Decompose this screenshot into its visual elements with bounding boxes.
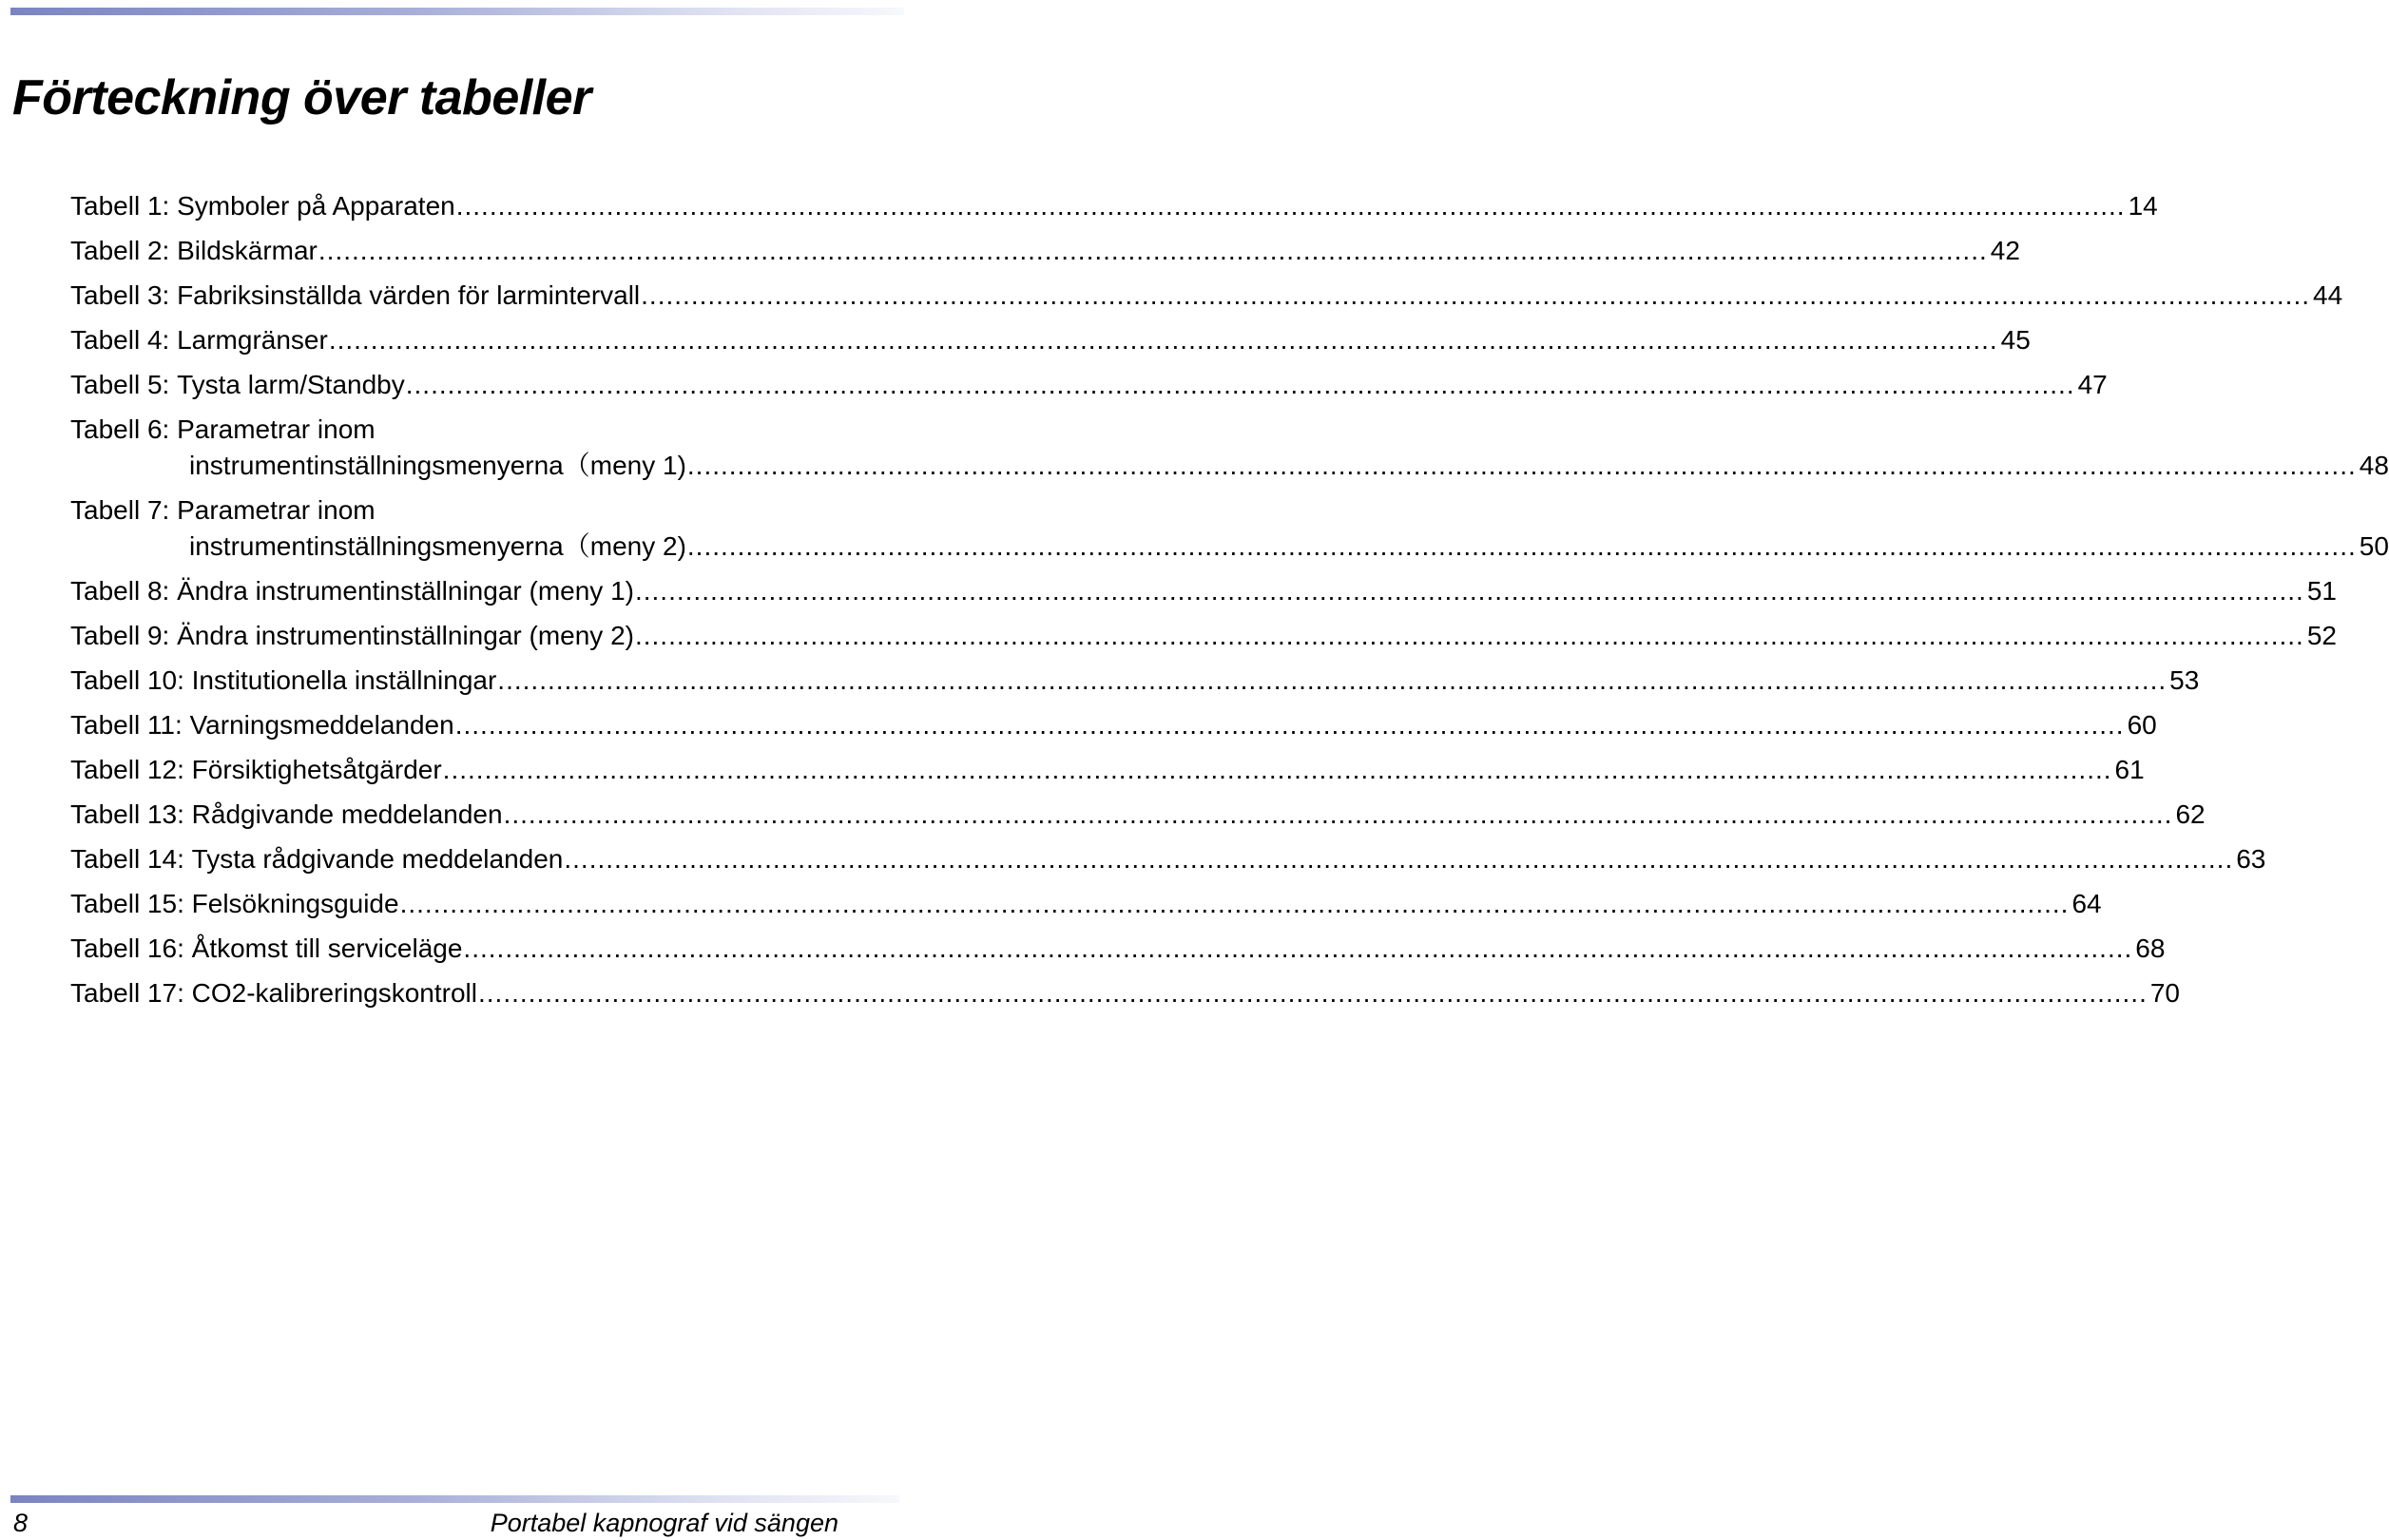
toc-dot-leader: ........................................................................................................................................................................................................: [686, 531, 2357, 561]
toc-entry-page: 53: [2169, 665, 2200, 695]
toc-entry-line: [70, 187, 2158, 225]
toc-entry-number: Tabell 6:: [70, 414, 170, 444]
toc-entry-line: [70, 617, 2337, 655]
toc-entry-title: Felsökningsguide: [191, 889, 399, 918]
toc-entry-number: Tabell 8:: [70, 576, 170, 606]
toc-entry-page: 44: [2313, 280, 2343, 310]
toc-entry-line: [70, 277, 2343, 315]
toc-entry-line: [70, 706, 2157, 744]
toc-entry-title: Tysta larm/Standby: [177, 370, 405, 399]
footer-page-number: 8: [13, 1509, 29, 1537]
footer-document-title: Portabel kapnograf vid sängen: [490, 1509, 838, 1537]
toc-entry-title: Parametrar inom: [177, 495, 376, 525]
toc-entry-page: 42: [1990, 236, 2020, 265]
toc-entry-number: Tabell 16:: [70, 934, 184, 963]
toc-entry-line: [70, 572, 2337, 610]
toc-entry-number: Tabell 12:: [70, 755, 184, 784]
toc-entry-line: [70, 491, 840, 528]
toc-dot-leader: ........................................................................................................................................................................................................: [455, 191, 2126, 221]
toc-dot-leader: ........................................................................................................................................................................................................: [405, 370, 2075, 399]
toc-entry-line: [70, 528, 2389, 566]
toc-dot-leader: ........................................................................................................................................................................................................: [399, 889, 2070, 918]
toc-entry-line: [70, 232, 2020, 270]
toc-entry-page: 50: [2359, 531, 2389, 561]
toc-entry-number: Tabell 7:: [70, 495, 170, 525]
toc-entry[interactable]: [70, 232, 2020, 270]
toc-entry-page: 62: [2175, 799, 2206, 829]
toc-entry-title: Fabriksinställda värden för larmintervall: [177, 280, 641, 310]
toc-entry-number: Tabell 13:: [70, 799, 184, 829]
toc-entry-page: 47: [2077, 370, 2108, 399]
toc-entry[interactable]: [70, 617, 2337, 655]
toc-entry-line: [70, 840, 2266, 878]
toc-entry-page: 45: [2000, 325, 2031, 355]
toc-entry-number: Tabell 9:: [70, 621, 170, 650]
toc-entry[interactable]: [70, 930, 2166, 968]
toc-dot-leader: ........................................................................................................................................................................................................: [478, 978, 2148, 1008]
footer-rule: [10, 1495, 899, 1503]
toc-entry[interactable]: [70, 321, 2031, 359]
toc-entry[interactable]: [70, 366, 2108, 404]
toc-entry-line: [70, 885, 2102, 923]
toc-entry-number: Tabell 15:: [70, 889, 184, 918]
toc-entry-title-continuation: instrumentinställningsmenyerna（meny 1): [189, 451, 686, 480]
toc-entry-number: Tabell 3:: [70, 280, 170, 310]
toc-entry-line: [70, 411, 840, 447]
toc-entry[interactable]: [70, 662, 2200, 700]
toc-entry-page: 68: [2135, 934, 2166, 963]
toc-entry-page: 61: [2114, 755, 2145, 784]
toc-entry-line: [70, 974, 2181, 1012]
toc-entry[interactable]: [70, 277, 2343, 315]
toc-dot-leader: ........................................................................................................................................................................................................: [497, 665, 2167, 695]
toc-entry[interactable]: [70, 840, 2266, 878]
toc-entry-title: Bildskärmar: [177, 236, 318, 265]
toc-entry-title: Parametrar inom: [177, 414, 376, 444]
toc-entry-page: 48: [2359, 451, 2389, 480]
toc-entry-line: [70, 751, 2145, 789]
toc-entry-line: [70, 930, 2166, 968]
toc-entry[interactable]: [70, 187, 2158, 225]
toc-entry-line: [70, 662, 2200, 700]
header-rule: [10, 8, 904, 15]
toc-dot-leader: ........................................................................................................................................................................................................: [641, 280, 2311, 310]
toc-entry-title: Institutionella inställningar: [191, 665, 497, 695]
toc-entry-title-continuation: instrumentinställningsmenyerna（meny 2): [189, 531, 686, 561]
toc-entry-number: Tabell 5:: [70, 370, 170, 399]
page-title: Förteckning över tabeller: [12, 70, 591, 125]
toc-dot-leader: ........................................................................................................................................................................................................: [634, 576, 2304, 606]
toc-entry[interactable]: [70, 751, 2145, 789]
toc-entry-number: Tabell 11:: [70, 710, 183, 740]
toc-dot-leader: ........................................................................................................................................................................................................: [442, 755, 2112, 784]
toc-entry-title: Ändra instrumentinställningar (meny 1): [177, 576, 634, 606]
toc-entry[interactable]: [70, 796, 2206, 834]
toc-entry-number: Tabell 2:: [70, 236, 170, 265]
toc-entry-page: 63: [2236, 844, 2266, 874]
toc-entry-title: Symboler på Apparaten: [177, 191, 455, 221]
toc-entry-title: Rådgivande meddelanden: [191, 799, 503, 829]
toc-entry-page: 52: [2306, 621, 2337, 650]
toc-dot-leader: ........................................................................................................................................................................................................: [463, 934, 2133, 963]
toc-entry-title: CO2-kalibreringskontroll: [191, 978, 477, 1008]
toc-entry[interactable]: [70, 885, 2102, 923]
toc-dot-leader: ........................................................................................................................................................................................................: [564, 844, 2234, 874]
toc-entry-page: 64: [2071, 889, 2102, 918]
toc-entry[interactable]: [70, 491, 2389, 566]
toc-dot-leader: ........................................................................................................................................................................................................: [634, 621, 2304, 650]
toc-entry-number: Tabell 4:: [70, 325, 170, 355]
toc-dot-leader: ........................................................................................................................................................................................................: [328, 325, 1998, 355]
toc-entry-title: Tysta rådgivande meddelanden: [191, 844, 564, 874]
toc-dot-leader: ........................................................................................................................................................................................................: [686, 451, 2357, 480]
toc-entry[interactable]: [70, 974, 2181, 1012]
toc-entry-page: 14: [2128, 191, 2158, 221]
toc-entry-line: [70, 366, 2108, 404]
toc-entry-line: [70, 447, 2389, 485]
table-of-tables: [70, 187, 2389, 1019]
toc-entry-number: Tabell 10:: [70, 665, 184, 695]
toc-entry-title: Larmgränser: [177, 325, 328, 355]
toc-dot-leader: ........................................................................................................................................................................................................: [318, 236, 1988, 265]
toc-entry-page: 70: [2149, 978, 2181, 1008]
toc-entry[interactable]: [70, 411, 2389, 485]
toc-entry-title: Åtkomst till serviceläge: [191, 934, 463, 963]
toc-entry-line: [70, 796, 2206, 834]
toc-entry[interactable]: [70, 706, 2157, 744]
toc-entry-number: Tabell 14:: [70, 844, 184, 874]
toc-entry-title: Varningsmeddelanden: [189, 710, 454, 740]
toc-entry-number: Tabell 17:: [70, 978, 184, 1008]
toc-entry-page: 51: [2306, 576, 2337, 606]
toc-dot-leader: ........................................................................................................................................................................................................: [503, 799, 2173, 829]
toc-entry[interactable]: [70, 572, 2337, 610]
toc-dot-leader: ........................................................................................................................................................................................................: [454, 710, 2125, 740]
toc-entry-page: 60: [2127, 710, 2157, 740]
toc-entry-line: [70, 321, 2031, 359]
toc-entry-title: Ändra instrumentinställningar (meny 2): [177, 621, 634, 650]
toc-entry-title: Försiktighetsåtgärder: [191, 755, 442, 784]
toc-entry-number: Tabell 1:: [70, 191, 170, 221]
